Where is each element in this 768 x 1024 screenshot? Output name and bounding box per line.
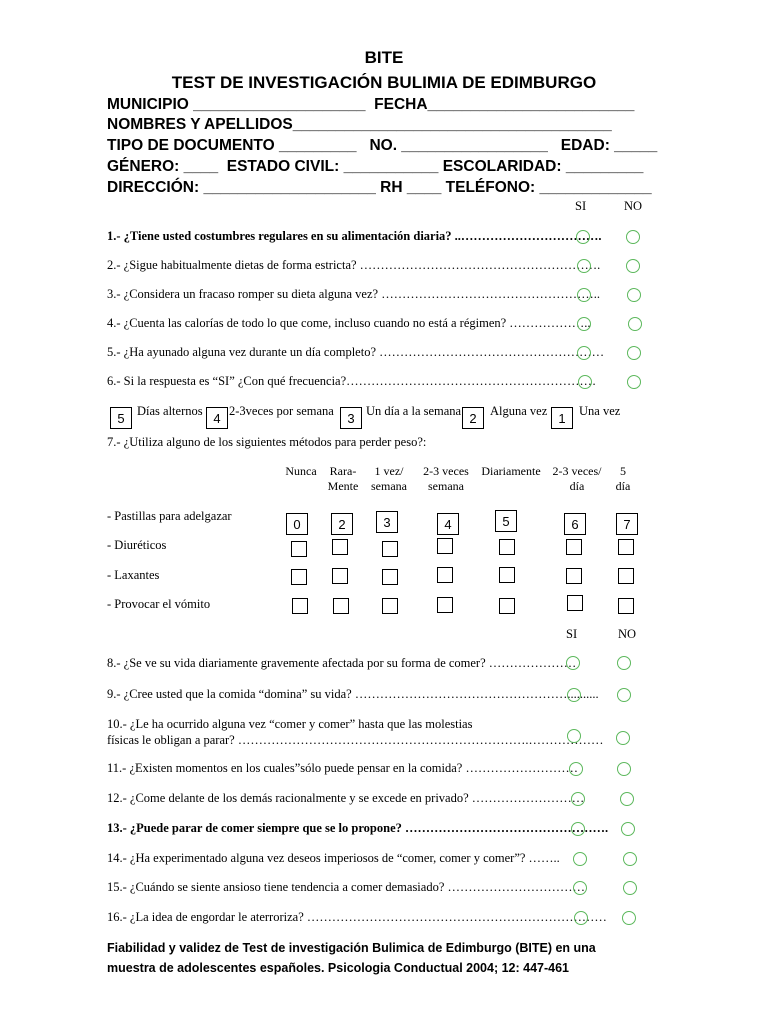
checkbox[interactable]: [437, 567, 453, 583]
freq-label: Días alternos: [137, 404, 203, 418]
form-title: BITE: [364, 48, 404, 67]
checkbox[interactable]: [332, 539, 348, 555]
q12-no-radio[interactable]: [620, 792, 634, 806]
checkbox[interactable]: [292, 598, 308, 614]
question-7: 7.- ¿Utiliza alguno de los siguientes métodos para perder peso?:: [107, 435, 427, 449]
q15-si-radio[interactable]: [573, 881, 587, 895]
checkbox[interactable]: [333, 598, 349, 614]
score-box[interactable]: 4: [437, 513, 459, 535]
score-box[interactable]: 5: [495, 510, 517, 532]
q2-no-radio[interactable]: [626, 259, 640, 273]
question-14: 14.- ¿Ha experimentado alguna vez deseos imperiosos de “comer, comer y comer”? ……..: [107, 851, 560, 865]
checkbox[interactable]: [618, 598, 634, 614]
freq-label: Un día a la semana: [366, 404, 462, 418]
checkbox[interactable]: [618, 568, 634, 584]
q4-no-radio[interactable]: [628, 317, 642, 331]
q7-column-header: 1 vez/ semana: [371, 464, 407, 493]
q10-no-radio[interactable]: [616, 731, 630, 745]
q3-si-radio[interactable]: [577, 288, 591, 302]
q7-column-header: 2-3 veces semana: [423, 464, 469, 493]
question-13: 13.- ¿Puede parar de comer siempre que se lo propone? ………………………………………….: [107, 821, 609, 835]
checkbox[interactable]: [567, 595, 583, 611]
freq-score-box[interactable]: 4: [206, 407, 228, 429]
method-pastillas: - Pastillas para adelgazar: [107, 509, 232, 523]
checkbox[interactable]: [618, 539, 634, 555]
header-direccion[interactable]: DIRECCIÓN: ____________________ RH ____ TELÉFONO: _____________: [107, 179, 652, 196]
checkbox[interactable]: [382, 598, 398, 614]
score-box[interactable]: 3: [376, 511, 398, 533]
question-10: 10.- ¿Le ha ocurrido alguna vez “comer y comer” hasta que las molestias físicas le obligan a parar? …………………………………………………………….………………: [107, 717, 604, 747]
checkbox[interactable]: [499, 567, 515, 583]
q15-no-radio[interactable]: [623, 881, 637, 895]
checkbox[interactable]: [332, 568, 348, 584]
question-16: 16.- ¿La idea de engordar le aterroriza? ………………………………………………………………: [107, 910, 607, 924]
checkbox[interactable]: [291, 541, 307, 557]
freq-score-box[interactable]: 5: [110, 407, 132, 429]
q4-si-radio[interactable]: [577, 317, 591, 331]
checkbox[interactable]: [382, 569, 398, 585]
question-2: 2.- ¿Sigue habitualmente dietas de forma estricta? ………………………………………………….: [107, 258, 601, 272]
si-label: SI: [575, 199, 587, 213]
q7-column-header: Diariamente: [481, 464, 541, 478]
freq-label: 2-3veces por semana: [229, 404, 334, 418]
no-label: NO: [624, 199, 643, 213]
score-box[interactable]: 6: [564, 513, 586, 535]
q16-si-radio[interactable]: [574, 911, 588, 925]
q6-si-radio[interactable]: [578, 375, 592, 389]
si-label: SI: [566, 627, 578, 641]
question-1: 1.- ¿Tiene usted costumbres regulares en su alimentación diaria? ..…………………………….: [107, 229, 602, 243]
q9-si-radio[interactable]: [567, 688, 581, 702]
freq-label: Una vez: [579, 404, 621, 418]
form-subtitle: TEST DE INVESTIGACIÓN BULIMIA DE EDIMBURGO: [171, 73, 597, 92]
method-vomito: - Provocar el vómito: [107, 597, 211, 611]
question-8: 8.- ¿Se ve su vida diariamente gravemente afectada por su forma de comer? …………………: [107, 656, 577, 670]
q7-column-header: 5 día: [615, 464, 631, 493]
header-nombres[interactable]: NOMBRES Y APELLIDOS_____________________________________: [107, 116, 612, 133]
q1-no-radio[interactable]: [626, 230, 640, 244]
q5-si-radio[interactable]: [577, 346, 591, 360]
question-4: 4.- ¿Cuenta las calorías de todo lo que come, incluso cuando no está a régimen? ………………..: [107, 316, 591, 330]
header-genero[interactable]: GÉNERO: ____ ESTADO CIVIL: ___________ ESCOLARIDAD: _________: [107, 158, 644, 175]
score-box[interactable]: 7: [616, 513, 638, 535]
q7-column-header: 2-3 veces/ día: [552, 464, 602, 493]
header-documento[interactable]: TIPO DE DOCUMENTO _________ NO. _________________ EDAD: _____: [107, 137, 658, 154]
q13-no-radio[interactable]: [621, 822, 635, 836]
freq-score-box[interactable]: 1: [551, 407, 573, 429]
q13-si-radio[interactable]: [571, 822, 585, 836]
checkbox[interactable]: [437, 597, 453, 613]
q1-si-radio[interactable]: [576, 230, 590, 244]
header-municipio-fecha[interactable]: MUNICIPIO ____________________ FECHA________________________: [107, 96, 635, 113]
method-laxantes: - Laxantes: [107, 568, 160, 582]
no-label: NO: [618, 627, 637, 641]
q8-si-radio[interactable]: [566, 656, 580, 670]
question-9: 9.- ¿Cree usted que la comida “domina” su vida? ……………………………………………..........: [107, 687, 599, 701]
q11-no-radio[interactable]: [617, 762, 631, 776]
checkbox[interactable]: [499, 539, 515, 555]
q14-no-radio[interactable]: [623, 852, 637, 866]
score-box[interactable]: 0: [286, 513, 308, 535]
citation: Fiabilidad y validez de Test de investigación Bulimica de Edimburgo (BITE) en una muestra de adolescentes españoles. Psicologia Conductual 2004; 12: 447-461: [107, 941, 596, 975]
checkbox[interactable]: [437, 538, 453, 554]
q8-no-radio[interactable]: [617, 656, 631, 670]
question-12: 12.- ¿Come delante de los demás racionalmente y se excede en privado? ………………………: [107, 791, 585, 805]
question-6: 6.- Si la respuesta es “SI” ¿Con qué frecuencia?……………………………………………………: [107, 374, 597, 388]
freq-score-box[interactable]: 2: [462, 407, 484, 429]
q2-si-radio[interactable]: [577, 259, 591, 273]
freq-score-box[interactable]: 3: [340, 407, 362, 429]
score-box[interactable]: 2: [331, 513, 353, 535]
checkbox[interactable]: [382, 541, 398, 557]
question-5: 5.- ¿Ha ayunado alguna vez durante un día completo? ………………………………………………: [107, 345, 605, 359]
q14-si-radio[interactable]: [573, 852, 587, 866]
question-15: 15.- ¿Cuándo se siente ansioso tiene tendencia a comer demasiado? ……………………………: [107, 880, 586, 894]
q10-si-radio[interactable]: [567, 729, 581, 743]
question-3: 3.- ¿Considera un fracaso romper su dieta alguna vez? ……………………………………………..: [107, 287, 600, 301]
q16-no-radio[interactable]: [622, 911, 636, 925]
q12-si-radio[interactable]: [571, 792, 585, 806]
method-diureticos: - Diuréticos: [107, 538, 167, 552]
freq-label: Alguna vez: [490, 404, 548, 418]
q7-column-header: Rara- Mente: [327, 464, 359, 493]
q5-no-radio[interactable]: [627, 346, 641, 360]
q7-column-header: Nunca: [285, 464, 317, 478]
question-11: 11.- ¿Existen momentos en los cuales”sólo puede pensar en la comida? ………………………: [107, 761, 578, 775]
q9-no-radio[interactable]: [617, 688, 631, 702]
checkbox[interactable]: [566, 568, 582, 584]
checkbox[interactable]: [499, 598, 515, 614]
checkbox[interactable]: [291, 569, 307, 585]
checkbox[interactable]: [566, 539, 582, 555]
q11-si-radio[interactable]: [569, 762, 583, 776]
q6-no-radio[interactable]: [627, 375, 641, 389]
q3-no-radio[interactable]: [627, 288, 641, 302]
